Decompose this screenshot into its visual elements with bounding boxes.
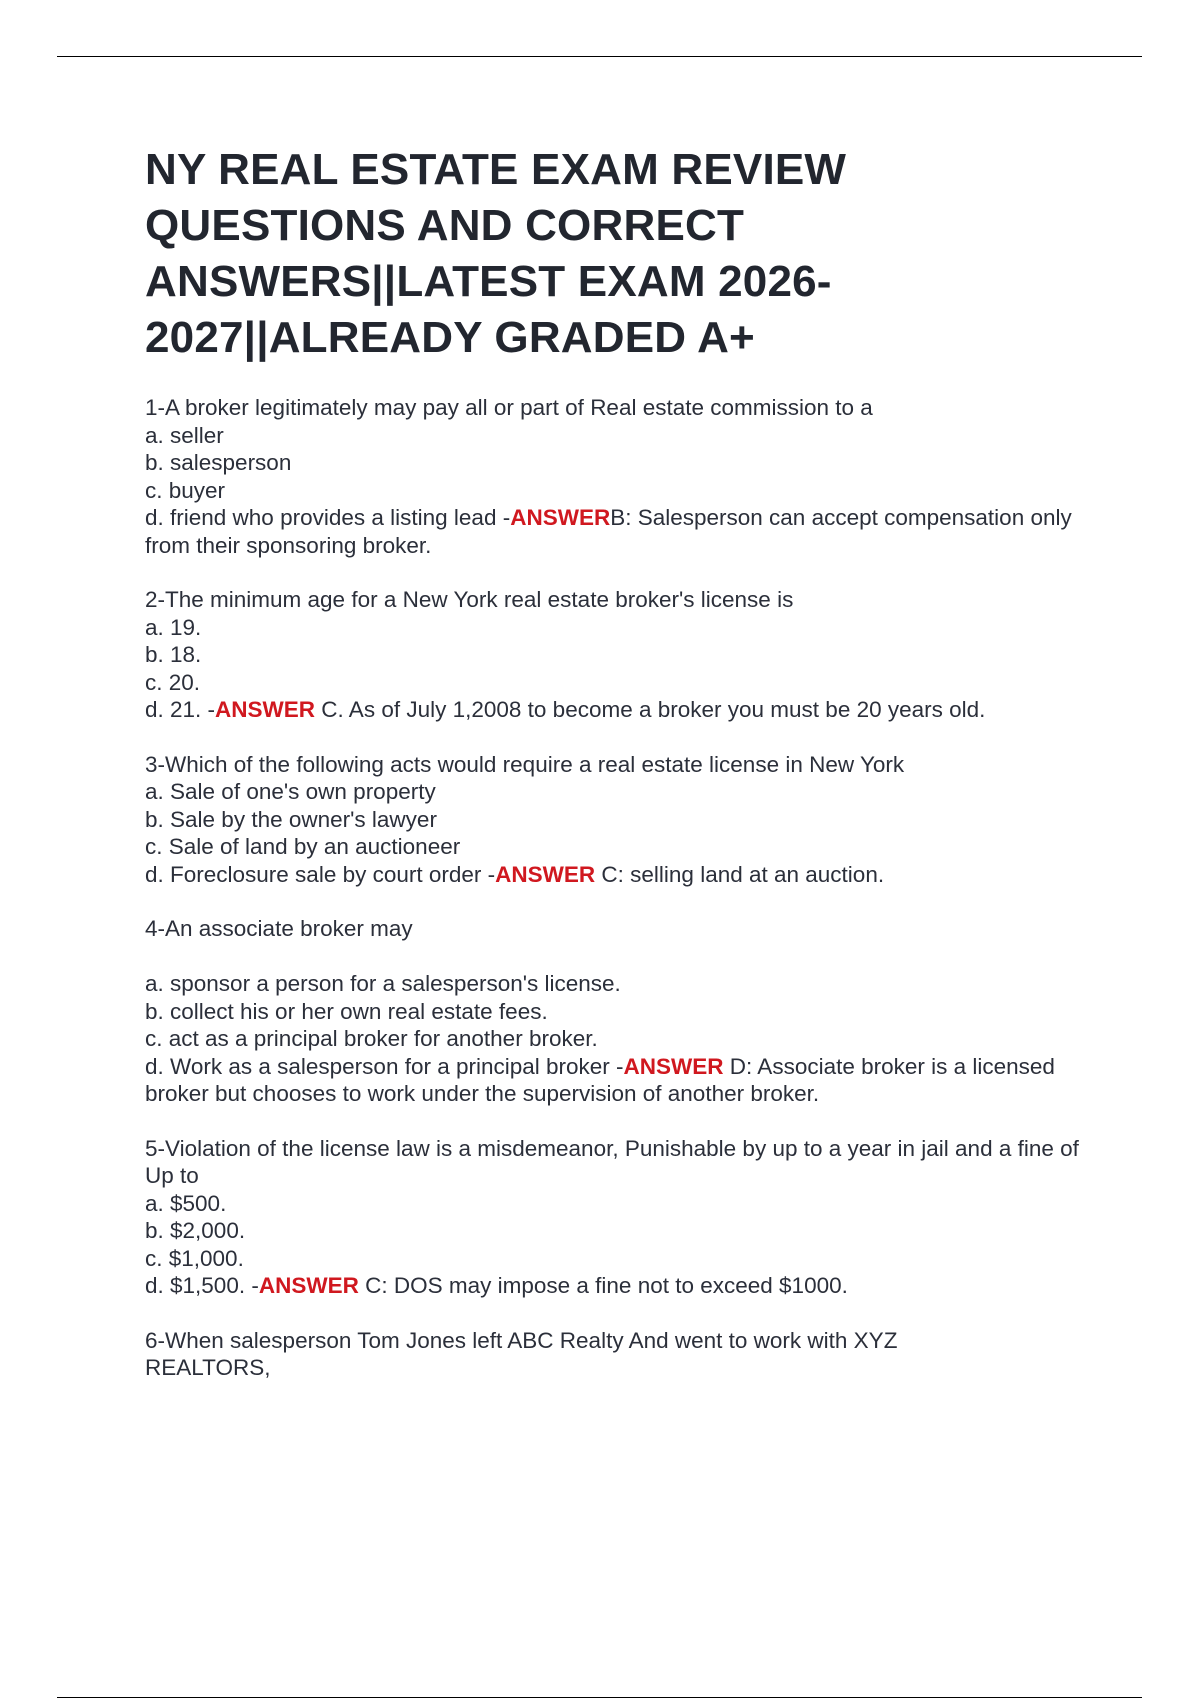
option-d-with-answer — [145, 1053, 1085, 1108]
option-a: a. 19. — [145, 614, 202, 640]
option-b: b. 18. — [145, 642, 202, 667]
option-a: a. seller — [145, 422, 224, 448]
question-2 — [145, 586, 1085, 724]
question-6 — [145, 1327, 1085, 1382]
option-d: d. Work as a salesperson for a principal broker - — [145, 1053, 624, 1079]
option-b: b. collect his or her own real estate fees. — [145, 998, 548, 1024]
option-d-with-answer — [145, 1272, 1085, 1300]
option-a: a. $500. — [145, 1190, 227, 1216]
option-d-with-answer — [145, 861, 1085, 889]
answer-label: ANSWER — [623, 1053, 724, 1079]
question-stem: 4-An associate broker may — [145, 916, 413, 941]
option-d: d. $1,500. - — [145, 1273, 259, 1298]
answer-label: ANSWER — [258, 1273, 359, 1298]
top-rule — [57, 56, 1142, 57]
option-b: b. $2,000. — [145, 1218, 246, 1243]
option-d-with-answer — [145, 696, 1085, 724]
option-c: c. 20. — [145, 669, 201, 695]
question-stem: 5-Violation of the license law is a misdemeanor, Punishable by up to a year in jail and a fine of — [145, 1135, 1079, 1161]
question-stem: 1-A broker legitimately may pay all or part of Real estate commission to a — [145, 395, 873, 420]
question-stem: 2-The minimum age for a New York real estate broker's license is — [145, 587, 794, 612]
option-c: c. buyer — [145, 477, 226, 503]
option-c: c. Sale of land by an auctioneer — [145, 834, 461, 859]
question-stem-continued: Up to — [145, 1163, 199, 1188]
page-content — [145, 142, 1085, 1409]
blank-line — [145, 943, 1085, 971]
answer-label: ANSWER — [215, 697, 316, 722]
document-title: NY REAL ESTATE EXAM REVIEW QUESTIONS AND CORRECT ANSWERS||LATEST EXAM 2026-2027||ALREADY GRADED A+ — [145, 145, 847, 362]
option-d: d. friend who provides a listing lead - — [145, 505, 511, 530]
question-4 — [145, 915, 1085, 1108]
option-c: c. act as a principal broker for another broker. — [145, 1026, 598, 1051]
option-a: a. sponsor a person for a salesperson's license. — [145, 971, 621, 996]
option-d: d. 21. - — [145, 697, 216, 722]
question-stem: 6-When salesperson Tom Jones left ABC Realty And went to work with XYZ REALTORS, — [145, 1327, 898, 1380]
answer-text: C: DOS may impose a fine not to exceed $1000. — [358, 1273, 848, 1298]
answer-label: ANSWER — [495, 861, 596, 887]
option-d-with-answer — [145, 504, 1085, 559]
question-5 — [145, 1135, 1085, 1300]
question-stem: 3-Which of the following acts would require a real estate license in New York — [145, 751, 905, 777]
answer-label: ANSWER — [510, 505, 611, 530]
answer-text: B: Salesperson can accept compensation only from their sponsoring broker. — [145, 505, 1072, 558]
bottom-rule — [57, 1697, 1142, 1698]
question-3 — [145, 751, 1085, 889]
option-d: d. Foreclosure sale by court order - — [145, 861, 496, 887]
question-1 — [145, 394, 1085, 559]
option-b: b. salesperson — [145, 450, 292, 475]
option-c: c. $1,000. — [145, 1245, 244, 1271]
option-a: a. Sale of one's own property — [145, 779, 436, 804]
answer-text: D: Associate broker is a licensed broker but chooses to work under the supervision of another broker. — [145, 1053, 1055, 1106]
answer-text: C. As of July 1,2008 to become a broker you must be 20 years old. — [315, 697, 986, 722]
option-b: b. Sale by the owner's lawyer — [145, 806, 437, 832]
answer-text: C: selling land at an auction. — [595, 861, 885, 887]
